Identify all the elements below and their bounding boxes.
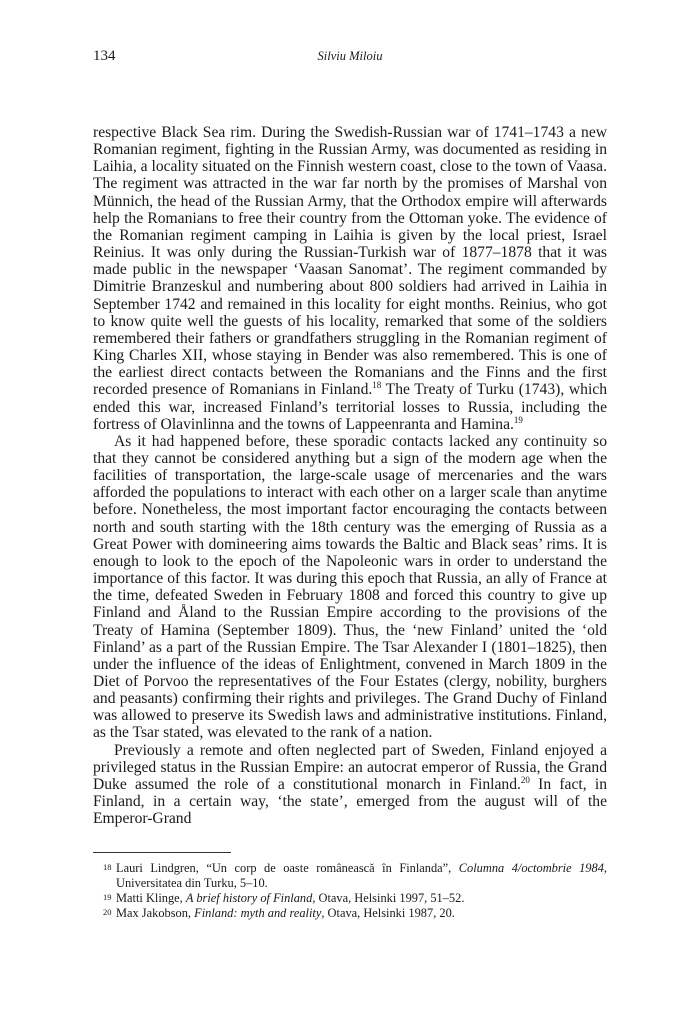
footnote-number: 20 bbox=[103, 907, 112, 917]
footnote-separator bbox=[93, 852, 231, 853]
footnote-number: 18 bbox=[103, 862, 112, 872]
page-number: 134 bbox=[93, 48, 116, 64]
footnote-reference: 19 bbox=[513, 414, 523, 425]
body-paragraph bbox=[93, 124, 607, 433]
running-head-author: Silviu Miloiu bbox=[317, 49, 383, 63]
paragraph-text: In fact, in Finland, in a certain way, ‘the state’, emerged from the august will of the Emperor-Grand bbox=[93, 775, 607, 828]
page-header bbox=[93, 48, 607, 68]
footnote-text: Universitatea din Turku, 5–10. bbox=[116, 876, 268, 890]
footnote-text: Max Jakobson, bbox=[116, 906, 195, 920]
footnote-number: 19 bbox=[103, 892, 112, 902]
body-paragraph bbox=[93, 433, 607, 742]
footnote-title: Finland: myth and reality bbox=[194, 906, 322, 920]
footnote bbox=[93, 861, 607, 891]
footnote bbox=[93, 891, 607, 906]
footnote-text: Matti Klinge, bbox=[116, 891, 186, 905]
footnote-title: Columna 4/octombrie 1984, bbox=[458, 861, 607, 875]
footnote-text: Lauri Lindgren, “Un corp de oaste românească în Finlanda”, bbox=[116, 861, 459, 875]
footnote-reference: 18 bbox=[372, 380, 382, 391]
footnote bbox=[93, 906, 607, 921]
footnote-text: , Otava, Helsinki 1997, 51–52. bbox=[312, 891, 465, 905]
paragraph-text: respective Black Sea rim. During the Swedish-Russian war of 1741–1743 a new Romanian regiment, fighting in the Russian Army, was documented as residing in Laihia, a locality situated on the Finnish western coast, close to the town of Vaasa. The regiment was attracted in the war far north by the promises of Marshal von Münnich, the head of the Russian Army, that the Orthodox empire will afterwards help the Romanians to free their country from the Ottoman yoke. The evidence of the Romanian regiment camping in Laihia is given by the local priest, Israel Reinius. It was only during the Russian-Turkish war of 1877–1878 that it was made public in the newspaper ‘Vaasan Sanomat’. The regiment commanded by Dimitrie Branzeskul and numbering about 800 soldiers had arrived in Laihia in September 1742 and remained in this locality for eight months. Reinius, who got to know quite well the guests of his locality, remarked that some of the soldiers remembered their fathers or grandfathers struggling in the Romanian regiment of King Charles XII, whose staying in Bender was also remembered. This is one of the earliest direct contacts between the Romanians and the Finns and the first recorded presence of Romanians in Finland. bbox=[93, 124, 607, 399]
footnote-title: A brief history of Finland bbox=[185, 891, 313, 905]
body-text bbox=[93, 124, 607, 827]
footnote-text: , Otava, Helsinki 1987, 20. bbox=[321, 906, 455, 920]
footnote-reference: 20 bbox=[520, 774, 530, 785]
paragraph-text: Previously a remote and often neglected part of Sweden, Finland enjoyed a privileged status in the Russian Empire: an autocrat emperor of Russia, the Grand Duke assumed the role of a constitutional monarch in Finland. bbox=[93, 741, 607, 793]
paragraph-text: As it had happened before, these sporadic contacts lacked any continuity so that they cannot be considered anything but a sign of the modern age when the facilities of transportation, the large-scale usage of mercenaries and the wars afforded the populations to interact with each other on a larger scale than anytime before. Nonetheless, the most important factor encouraging the contacts between north and south starting with the 18th century was the emerging of Russia as a Great Power with domineering aims towards the Baltic and Black seas’ rims. It is enough to look to the epoch of the Napoleonic wars in order to understand the importance of this factor. It was during this epoch that Russia, an ally of France at the time, defeated Sweden in February 1808 and forced this country to give up Finland and Åland to the Russian Empire according to the provisions of the Treaty of Hamina (September 1809). Thus, the ‘new Finland’ united the ‘old Finland’ as a part of the Russian Empire. The Tsar Alexander I (1801–1825), then under the influence of the ideas of Enlightment, convened in March 1809 in the Diet of Porvoo the representatives of the Four Estates (clergy, nobility, burghers and peasants) confirming their rights and privileges. The Grand Duchy of Finland was allowed to preserve its Swedish laws and administrative institutions. Finland, as the Tsar stated, was elevated to the rank of a nation. bbox=[93, 432, 607, 742]
body-paragraph bbox=[93, 742, 607, 828]
footnotes bbox=[93, 861, 607, 921]
paragraph-text: The Treaty of Turku (1743), which ended this war, increased Finland’s territorial losses to Russia, including the fortress of Olavinlinna and the towns of Lappeenranta and Hamina. bbox=[93, 381, 607, 433]
